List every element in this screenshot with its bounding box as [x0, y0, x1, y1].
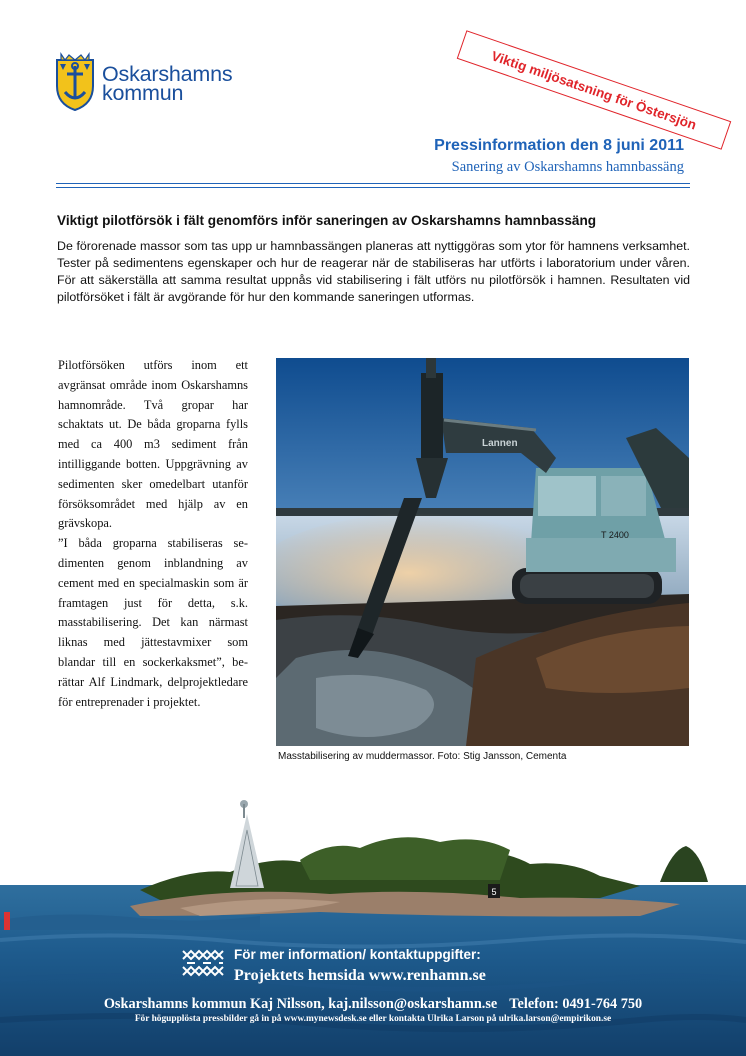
press-photo-note: För högupplösta pressbilder gå in på www.mynewsdesk.se eller kontakta Ulrika Larson på ulrika.larson@empirikon.se — [134, 1014, 612, 1024]
header-divider-bottom — [56, 187, 690, 188]
body-paragraph-2: ”I båda groparna stabiliseras sedimenten genom inblandning av cement med en specialmaskin som är framtagen just för detta, s.k. masstabilisering. Det kan närmast liknas med jättestavmixer som blandar till en sockerkaksmet”, berättar Alf Lindmark, delprojektledare för entreprenader i projektet. — [58, 536, 248, 709]
press-title: Pressinformation den 8 juni 2011 — [434, 137, 684, 154]
press-subtitle: Sanering av Oskarshamns hamnbassäng — [451, 159, 684, 175]
cab-label: T 2400 — [601, 530, 629, 540]
municipality-logo — [55, 52, 265, 114]
article-body — [58, 356, 248, 712]
contact-name[interactable]: Oskarshamns kommun Kaj Nilsson, kaj.nilsson@oskarshamn.se — [103, 996, 498, 1012]
machine-label: Lannen — [482, 438, 518, 449]
more-info-heading: För mer information/ kontaktuppgifter: — [234, 947, 481, 962]
coat-of-arms-icon — [55, 52, 95, 112]
logo-line-2: kommun — [102, 81, 184, 105]
body-paragraph-1: Pilotförsöken utförs inom ett avgränsat område inom Oskarshamns hamnområde. Två gropar har schaktats ut. De båda groparna fylls med ca 400 m3 sediment från intilliggande botten. Uppgrävning av sedimenten sker omedelbart utanför försöksområdet med hjälp av en grävskopa. — [58, 358, 248, 531]
stamp-text: Viktig miljösatsning för Östersjön — [489, 47, 699, 133]
buoy-number: 5 — [491, 887, 497, 897]
contact-phone: Telefon: 0491-764 750 — [509, 996, 643, 1012]
logo-line-1: Oskarshamns — [102, 62, 233, 86]
article-lead: De förorenade massor som tas upp ur hamnbassängen planeras att nyttiggöras som ytor för hamnens verksamhet. Tester på sedimentens egenskaper och hur de reagerar när de stabiliseras har utförts i laboratorium under våren. För att säkerställa att samma resultat uppnås vid stabilisering i fält utförs nu pilotförsök i hamnen. Resultaten vid pilotförsöket i fält är avgörande för hur den kommande saneringen utformas. — [57, 239, 690, 304]
contact-network-icon — [181, 947, 225, 979]
project-website-link[interactable]: Projektets hemsida www.renhamn.se — [234, 967, 486, 984]
logo-wordmark — [102, 62, 233, 105]
excavator-scene-image — [276, 358, 689, 746]
article-headline: Viktigt pilotförsök i fält genomförs inför saneringen av Oskarshamns hamnbassäng — [57, 213, 597, 228]
photo-caption: Masstabilisering av muddermassor. Foto: Stig Jansson, Cementa — [278, 751, 567, 762]
article-photo — [276, 358, 689, 746]
header-divider-top — [56, 183, 690, 184]
contact-line — [0, 996, 746, 1013]
campaign-stamp — [457, 30, 732, 150]
